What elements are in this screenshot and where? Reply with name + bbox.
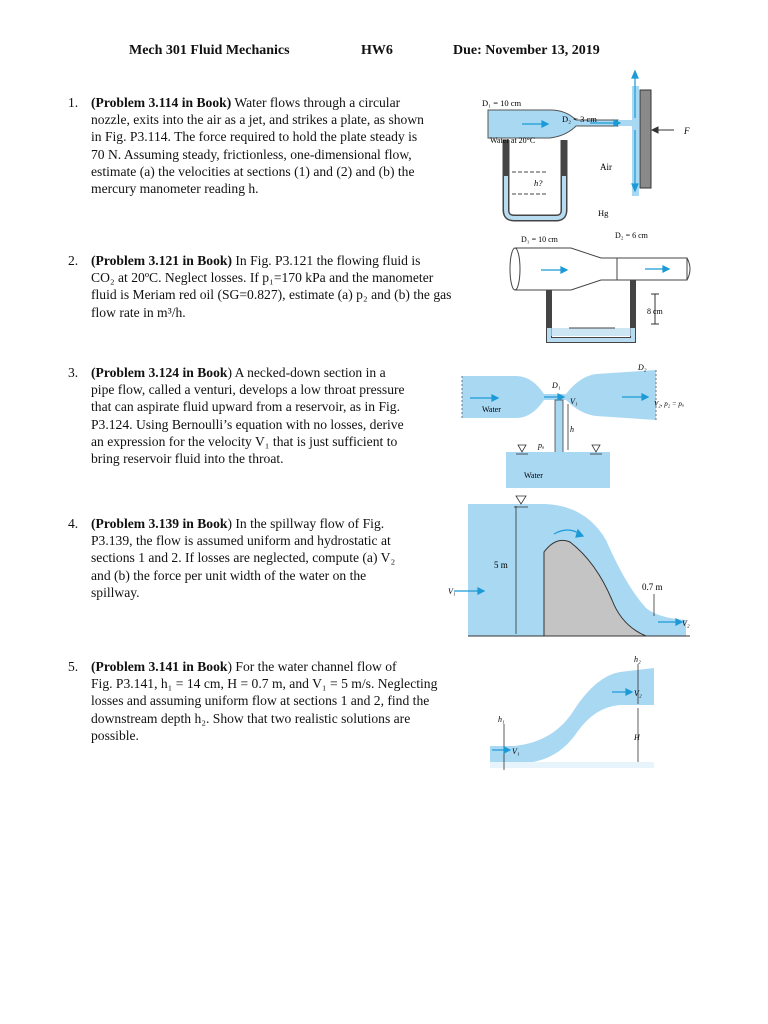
label-d2: D₂ = 6 cm [615, 231, 648, 240]
figure-p3-139 [446, 490, 696, 640]
problem-number: 3. [68, 365, 79, 380]
problem-number: 1. [68, 95, 79, 110]
label-air: Air [600, 162, 612, 172]
text-line: P3.124. Using Bernoulli’s equation with no losses, derive [91, 416, 404, 432]
text-line: nozzle, exits into the air as a jet, and strikes a plate, as shown [91, 112, 424, 128]
reservoir [506, 452, 610, 488]
text-line: 70 N. Assuming steady, frictionless, one-dimensional flow, [91, 146, 412, 162]
problem-text [91, 252, 496, 321]
problem-text [91, 658, 474, 744]
problem-number: 5. [68, 659, 79, 674]
label-h: h [570, 425, 574, 434]
text-line: possible. [91, 727, 139, 743]
problem-text [91, 515, 437, 601]
label-d1: D₁ = 10 cm [521, 235, 558, 244]
problem-number: 2. [68, 253, 79, 268]
label-hg: Hg [598, 208, 609, 218]
text-line: (Problem 3.139 in Book) In the spillway flow of Fig. [91, 516, 385, 531]
figure-p3-124 [456, 360, 696, 490]
text-line: losses and assuming uniform flow at sections 1 and 2, find the [91, 693, 430, 709]
label-d1: D₁ = 10 cm [482, 98, 522, 108]
text-line: P3.139, the flow is assumed uniform and hydrostatic at [91, 533, 391, 549]
label-exit: V₂, p₂ = pₐ [654, 400, 684, 408]
figure-p3-114 [478, 68, 700, 228]
label-d1: D₁ [552, 381, 561, 390]
label-h2: h₂ [634, 655, 641, 664]
homework-number: HW6 [361, 43, 393, 58]
label-v1: V₁ [512, 747, 520, 756]
text-line: fluid is Meriam red oil (SG=0.827), estimate (a) p₂ and (b) the gas [91, 287, 452, 303]
text-line: downstream depth h₂. Show that two realistic solutions are [91, 710, 411, 726]
text-line: (Problem 3.141 in Book) For the water channel flow of [91, 659, 397, 674]
label-v2: V₂ [634, 689, 642, 698]
text-line: that can aspirate fluid upward from a reservoir, as in Fig. [91, 399, 400, 415]
label-d2: D₂ = 3 cm [562, 114, 597, 124]
label-h: h? [534, 178, 543, 188]
label-v1: V₁ [570, 397, 578, 406]
text-line: spillway. [91, 584, 140, 600]
problem-reference: (Problem 3.121 in Book) [91, 253, 232, 268]
text-line: estimate (a) the velocities at sections (1) and (2) and (b) the [91, 163, 415, 179]
label-v2: V₂ [682, 619, 690, 628]
label-height: 8 cm [647, 307, 663, 316]
problem-number: 4. [68, 516, 79, 531]
figure-p3-141 [484, 650, 684, 775]
label-water: Water at 20°C [490, 136, 536, 145]
text-line: (Problem 3.121 in Book) In Fig. P3.121 the flowing fluid is [91, 253, 421, 268]
label-force: F [684, 126, 690, 136]
text-line: sections 1 and 2. If losses are neglected, compute (a) V₂ [91, 550, 396, 566]
problem-reference: (Problem 3.114 in Book) [91, 95, 232, 110]
text-line: (Problem 3.124 in Book) A necked-down section in a [91, 365, 386, 380]
label-reservoir: Water [524, 471, 543, 480]
text-line: in Fig. P3.114. The force required to hold the plate steady is [91, 129, 418, 145]
label-v1: V₁ [448, 587, 456, 596]
text-line: CO₂ at 20ºC. Neglect losses. If p₁=170 kPa and the manometer [91, 270, 434, 286]
plate [640, 90, 651, 188]
due-date: Due: November 13, 2019 [453, 43, 600, 58]
problem-text [91, 364, 449, 467]
problem-reference: (Problem 3.141 in Book [91, 659, 228, 674]
text-line: pipe flow, called a venturi, develops a low throat pressure [91, 382, 405, 398]
label-d2: D₂ [638, 363, 647, 372]
nozzle-body [488, 110, 618, 138]
figure-p3-121 [505, 228, 695, 350]
problem-text [91, 94, 470, 197]
text-line: Fig. P3.141, h₁ = 14 cm, H = 0.7 m, and V₁ = 5 m/s. Neglecting [91, 676, 438, 692]
text-line: mercury manometer reading h. [91, 181, 259, 197]
problem-reference: (Problem 3.139 in Book [91, 516, 228, 531]
label-pa: pₐ [538, 441, 545, 450]
label-H: H [634, 733, 640, 742]
label-water: Water [482, 405, 501, 414]
label-depth1: 5 m [494, 560, 508, 570]
problem-reference: (Problem 3.124 in Book [91, 365, 228, 380]
label-h1: h₁ [498, 715, 505, 724]
text-line: (Problem 3.114 in Book) Water flows through a circular [91, 95, 401, 110]
text-line: flow rate in m³/h. [91, 304, 186, 320]
course-title: Mech 301 Fluid Mechanics [129, 43, 290, 58]
text-line: an expression for the velocity V₁ that is just sufficient to [91, 433, 398, 449]
text-line: and (b) the force per unit width of the water on the [91, 567, 367, 583]
label-depth2: 0.7 m [642, 582, 663, 592]
text-line: bring reservoir fluid into the throat. [91, 451, 284, 467]
